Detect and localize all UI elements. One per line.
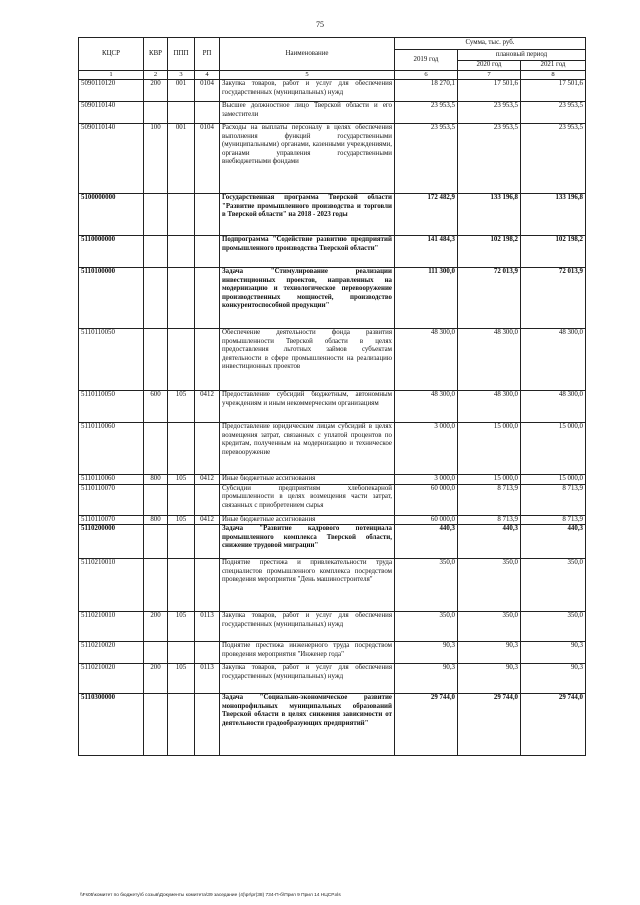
kvr-cell [144,102,168,124]
rp-cell [195,559,220,612]
rp-cell: 0113 [195,612,220,642]
name-cell: Высшее должностное лицо Тверской области и его заместители [220,102,395,124]
amount-2021-cell: 17 501,6 [521,80,586,102]
name-cell: Задача "Развитие кадрового потенциала промышленного комплекса Тверской области, снижение трудовой миграции" [220,525,395,559]
amount-2020-cell: 350,0 [458,559,521,612]
column-number: 3 [168,71,195,80]
kvr-cell [144,642,168,664]
ppp-cell [168,423,195,475]
amount-2019-cell: 60 000,0 [395,484,458,515]
name-cell: Расходы на выплаты персоналу в целях обеспечения выполнения функций государственными (муниципальными) органами, казенными учреждениями, органами управления государственными внебюджетными фондами [220,124,395,194]
rp-cell: 0412 [195,475,220,485]
kcsr-cell: 5110210010 [79,559,144,612]
amount-2020-cell: 48 300,0 [458,391,521,423]
ppp-cell [168,102,195,124]
header-2021: 2021 год [521,61,586,71]
ppp-cell: 001 [168,124,195,194]
table-body [79,80,586,756]
amount-2021-cell: 350,0 [521,612,586,642]
amount-2021-cell: 29 744,0 [521,694,586,756]
table-row [79,329,586,391]
header-kcsr: КЦСР [79,38,144,71]
amount-2020-cell: 23 953,5 [458,124,521,194]
table-row [79,194,586,236]
amount-2021-cell: 15 000,0 [521,423,586,475]
table-row [79,612,586,642]
kcsr-cell: 5110210020 [79,642,144,664]
kcsr-cell: 5110200000 [79,525,144,559]
kcsr-cell: 5090110120 [79,80,144,102]
amount-2020-cell: 15 000,0 [458,423,521,475]
column-number: 8 [521,71,586,80]
amount-2021-cell: 90,3 [521,642,586,664]
amount-2020-cell: 23 953,5 [458,102,521,124]
kcsr-cell: 5110110050 [79,391,144,423]
kcsr-cell: 5110210020 [79,664,144,694]
amount-2021-cell: 23 953,5 [521,102,586,124]
kvr-cell [144,694,168,756]
table-row [79,642,586,664]
table-row [79,391,586,423]
header-name: Наименование [220,38,395,71]
amount-2020-cell: 17 501,6 [458,80,521,102]
table-row [79,475,586,485]
table-header [79,38,586,80]
name-cell: Поднятие престижа и привлекательности труда специалистов промышленного комплекса посредством проведения мероприятия "День машиностроителя" [220,559,395,612]
kvr-cell: 800 [144,475,168,485]
kcsr-cell: 5110210010 [79,612,144,642]
amount-2019-cell: 29 744,0 [395,694,458,756]
amount-2020-cell: 133 196,8 [458,194,521,236]
name-cell: Закупка товаров, работ и услуг для обеспечения государственных (муниципальных) нужд [220,612,395,642]
amount-2021-cell: 133 196,8 [521,194,586,236]
kvr-cell [144,194,168,236]
amount-2019-cell: 23 953,5 [395,102,458,124]
table-row [79,236,586,268]
table-row [79,102,586,124]
table-row [79,268,586,329]
amount-2021-cell: 72 013,9 [521,268,586,329]
amount-2019-cell: 48 300,0 [395,391,458,423]
name-cell: Закупка товаров, работ и услуг для обеспечения государственных (муниципальных) нужд [220,80,395,102]
kvr-cell: 800 [144,515,168,525]
ppp-cell: 105 [168,664,195,694]
table-row [79,559,586,612]
amount-2020-cell: 72 013,9 [458,268,521,329]
kcsr-cell: 5110110050 [79,329,144,391]
amount-2021-cell: 102 198,2 [521,236,586,268]
rp-cell [195,329,220,391]
table-row [79,80,586,102]
amount-2020-cell: 8 713,9 [458,515,521,525]
file-path-footer: \\Fs05\комитет по бюджету\б созыв\Документы комитета\39 заседание (4)\pr\pr(38) 734-П-б\Прил 9 Прил 14 НЦСР.xls [80,893,341,898]
rp-cell [195,642,220,664]
amount-2021-cell: 90,3 [521,664,586,694]
column-number: 7 [458,71,521,80]
rp-cell [195,236,220,268]
kvr-cell: 200 [144,612,168,642]
ppp-cell [168,194,195,236]
ppp-cell [168,268,195,329]
kvr-cell [144,268,168,329]
amount-2020-cell: 440,3 [458,525,521,559]
amount-2019-cell: 60 000,0 [395,515,458,525]
amount-2019-cell: 111 300,0 [395,268,458,329]
kvr-cell [144,329,168,391]
kcsr-cell: 5110110060 [79,423,144,475]
table-row [79,515,586,525]
kvr-cell: 600 [144,391,168,423]
name-cell: Поднятие престижа инженерного труда посредством проведения мероприятия "Инженер года" [220,642,395,664]
column-number: 5 [220,71,395,80]
amount-2019-cell: 350,0 [395,559,458,612]
table-row [79,525,586,559]
name-cell: Предоставление юридическим лицам субсидий в целях возмещения затрат, связанных с уплатой процентов по кредитам, полученным на модернизацию и техническое перевооружение [220,423,395,475]
ppp-cell [168,236,195,268]
rp-cell [195,194,220,236]
kvr-cell [144,236,168,268]
ppp-cell [168,559,195,612]
table-row [79,484,586,515]
rp-cell [195,102,220,124]
rp-cell: 0412 [195,515,220,525]
ppp-cell [168,694,195,756]
name-cell: Задача "Стимулирование реализации инвестиционных проектов, направленных на модернизацию и технологическое перевооружение производственных мощностей, производство конкурентоспособной продукции" [220,268,395,329]
rp-cell: 0104 [195,124,220,194]
kcsr-cell: 5110000000 [79,236,144,268]
table-row [79,124,586,194]
column-number: 4 [195,71,220,80]
kcsr-cell: 5110100000 [79,268,144,329]
name-cell: Иные бюджетные ассигнования [220,475,395,485]
header-ppp: ППП [168,38,195,71]
rp-cell: 0113 [195,664,220,694]
amount-2020-cell: 102 198,2 [458,236,521,268]
amount-2019-cell: 3 000,0 [395,475,458,485]
header-2020: 2020 год [458,61,521,71]
column-number-row [79,71,586,80]
header-kvr: КВР [144,38,168,71]
ppp-cell [168,329,195,391]
amount-2021-cell: 48 300,0 [521,329,586,391]
column-number: 2 [144,71,168,80]
ppp-cell: 001 [168,80,195,102]
amount-2020-cell: 15 000,0 [458,475,521,485]
rp-cell [195,268,220,329]
budget-table [78,37,586,756]
table-row [79,423,586,475]
amount-2020-cell: 90,3 [458,642,521,664]
name-cell: Обеспечение деятельности фонда развития промышленности Тверской области в целях предоставления льготных займов субъектам деятельности в сфере промышленности на реализацию инвестиционных проектов [220,329,395,391]
column-number: 1 [79,71,144,80]
header-2019: 2019 год [395,50,458,71]
ppp-cell: 105 [168,612,195,642]
kvr-cell [144,559,168,612]
rp-cell [195,423,220,475]
amount-2021-cell: 15 000,0 [521,475,586,485]
kcsr-cell: 5090110140 [79,124,144,194]
amount-2019-cell: 90,3 [395,664,458,694]
header-plan-period: плановый период [458,50,586,61]
ppp-cell: 105 [168,475,195,485]
amount-2021-cell: 48 300,0 [521,391,586,423]
amount-2020-cell: 8 713,9 [458,484,521,515]
kvr-cell [144,423,168,475]
amount-2019-cell: 48 300,0 [395,329,458,391]
kvr-cell: 200 [144,80,168,102]
amount-2021-cell: 350,0 [521,559,586,612]
kvr-cell: 100 [144,124,168,194]
amount-2020-cell: 350,0 [458,612,521,642]
amount-2020-cell: 90,3 [458,664,521,694]
kcsr-cell: 5090110140 [79,102,144,124]
amount-2021-cell: 8 713,9 [521,515,586,525]
amount-2019-cell: 3 000,0 [395,423,458,475]
name-cell: Подпрограмма "Содействие развитию предприятий промышленного производства Тверской области" [220,236,395,268]
name-cell: Субсидии предприятиям хлебопекарной промышленности в целях возмещения части затрат, связанных с приобретением сырья [220,484,395,515]
rp-cell [195,525,220,559]
amount-2020-cell: 29 744,0 [458,694,521,756]
rp-cell: 0412 [195,391,220,423]
amount-2021-cell: 23 953,5 [521,124,586,194]
name-cell: Предоставление субсидий бюджетным, автономным учреждениям и иным некоммерческим организациям [220,391,395,423]
amount-2019-cell: 350,0 [395,612,458,642]
rp-cell [195,694,220,756]
kcsr-cell: 5100000000 [79,194,144,236]
name-cell: Иные бюджетные ассигнования [220,515,395,525]
ppp-cell: 105 [168,515,195,525]
amount-2019-cell: 141 484,3 [395,236,458,268]
kvr-cell [144,525,168,559]
amount-2020-cell: 48 300,0 [458,329,521,391]
amount-2019-cell: 172 482,9 [395,194,458,236]
name-cell: Закупка товаров, работ и услуг для обеспечения государственных (муниципальных) нужд [220,664,395,694]
column-number: 6 [395,71,458,80]
amount-2019-cell: 90,3 [395,642,458,664]
kvr-cell [144,484,168,515]
amount-2019-cell: 23 953,5 [395,124,458,194]
rp-cell: 0104 [195,80,220,102]
amount-2019-cell: 18 270,1 [395,80,458,102]
header-rp: РП [195,38,220,71]
name-cell: Государственная программа Тверской области "Развитие промышленного производства и торговли в Тверской области" на 2018 - 2023 годы [220,194,395,236]
kvr-cell: 200 [144,664,168,694]
header-sum: Сумма, тыс. руб. [395,38,586,50]
amount-2021-cell: 8 713,9 [521,484,586,515]
name-cell: Задача "Социально-экономическое развитие монопрофильных муниципальных образований Тверской области в целях снижения зависимости от деятельности градообразующих предприятий" [220,694,395,756]
kcsr-cell: 5110110070 [79,515,144,525]
kcsr-cell: 5110300000 [79,694,144,756]
ppp-cell [168,525,195,559]
kcsr-cell: 5110110070 [79,484,144,515]
ppp-cell: 105 [168,391,195,423]
rp-cell [195,484,220,515]
amount-2021-cell: 440,3 [521,525,586,559]
table-row [79,664,586,694]
kcsr-cell: 5110110060 [79,475,144,485]
ppp-cell [168,642,195,664]
ppp-cell [168,484,195,515]
table-row [79,694,586,756]
amount-2019-cell: 440,3 [395,525,458,559]
page-number: 75 [316,20,324,29]
